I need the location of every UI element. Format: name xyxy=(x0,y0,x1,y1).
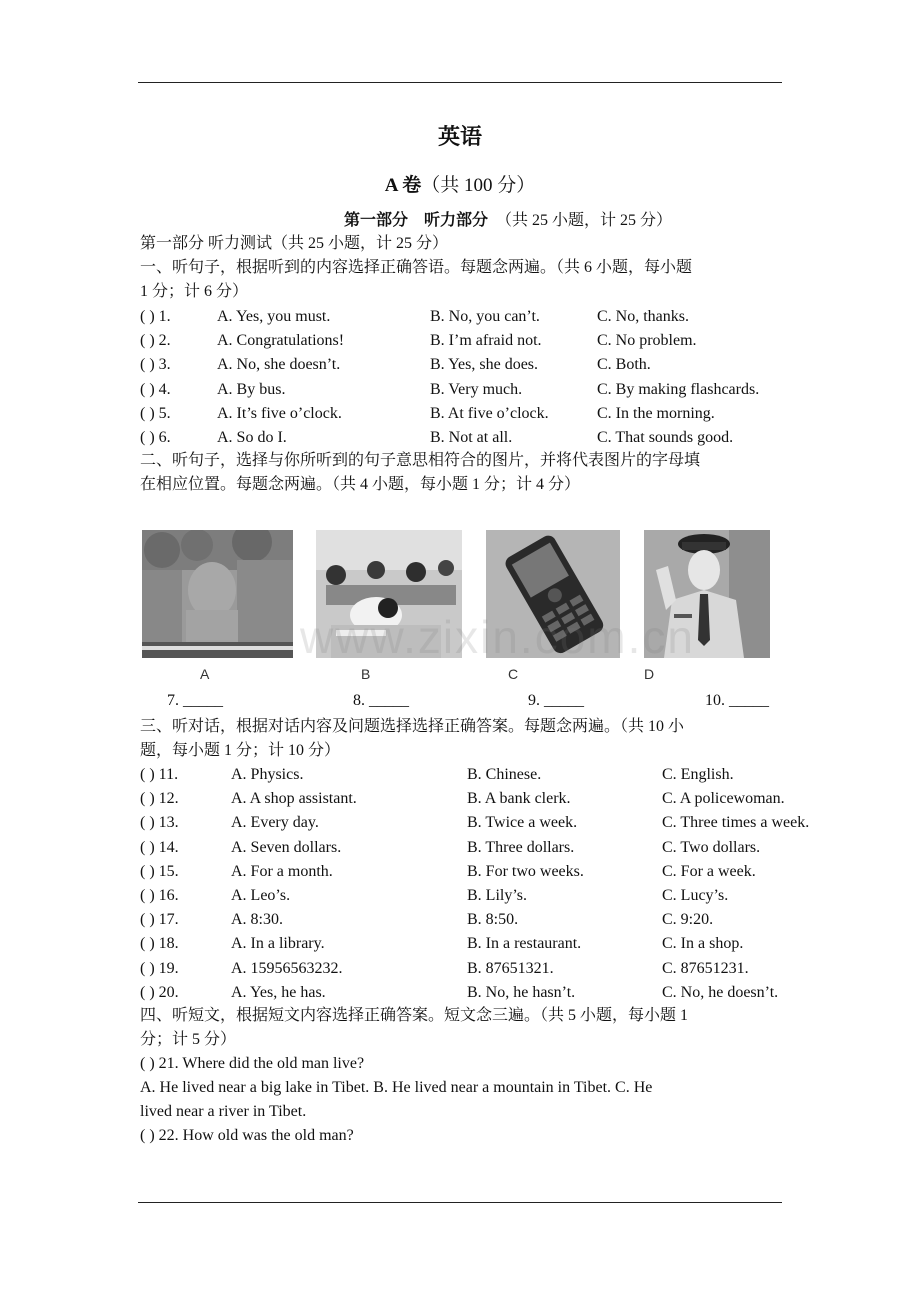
question-row xyxy=(140,932,860,956)
question-21: ( ) 21. Where did the old man live? xyxy=(140,1055,365,1072)
question-number: ( ) 20. xyxy=(140,983,179,1001)
question-number: ( ) 14. xyxy=(140,838,179,856)
option-a: A. For a month. xyxy=(231,862,333,880)
option-a: A. It’s five o’clock. xyxy=(217,404,342,422)
part-one-heading xyxy=(344,207,672,230)
s1-instruction-line2: 1 分；计 6 分） xyxy=(140,283,249,300)
option-a: A. Seven dollars. xyxy=(231,838,342,856)
question-row xyxy=(140,763,860,787)
option-b: B. I’m afraid not. xyxy=(430,332,542,350)
option-a: A. Leo’s. xyxy=(231,887,291,904)
option-b: B. A bank clerk. xyxy=(467,790,571,808)
option-b: B. Three dollars. xyxy=(467,838,575,856)
question-row xyxy=(140,836,860,860)
option-b: B. Chinese. xyxy=(467,766,542,783)
question-row xyxy=(140,981,860,1005)
question-21-options-line1: A. He lived near a big lake in Tibet. B. He lived near a mountain in Tibet. C. He xyxy=(140,1079,653,1096)
option-c: C. For a week. xyxy=(662,862,756,880)
option-c: C. A policewoman. xyxy=(662,790,785,808)
option-b: B. No, he hasn’t. xyxy=(467,983,576,1001)
section-a-points: （共 100 分） xyxy=(421,175,536,196)
picture-c-caption: C xyxy=(508,666,519,682)
option-c: C. 9:20. xyxy=(662,911,714,929)
option-c: C. No, he doesn’t. xyxy=(662,983,779,1001)
s2-instruction-line2: 在相应位置。每题念两遍。（共 4 小题，每小题 1 分；计 4 分） xyxy=(140,476,581,493)
s2-instruction-line1: 二、听句子，选择与你所听到的句子意思相符合的图片，并将代表图片的字母填 xyxy=(140,452,701,469)
option-a: A. 15956563232. xyxy=(231,959,343,977)
option-a: A. No, she doesn’t. xyxy=(217,356,341,374)
question-number: ( ) 11. xyxy=(140,766,179,783)
question-21-options-line2: lived near a river in Tibet. xyxy=(140,1103,307,1120)
s1-instruction-line1: 一、听句子，根据听到的内容选择正确答语。每题念两遍。（共 6 小题，每小题 xyxy=(140,259,693,276)
part-one-points: （共 25 小题，计 25 分） xyxy=(496,212,673,229)
option-c: C. Both. xyxy=(597,356,651,374)
question-number: ( ) 2. xyxy=(140,332,171,350)
answer-blank-8[interactable]: 8. _____ xyxy=(353,692,409,709)
section-a-label: A 卷 xyxy=(384,175,422,196)
section-a-title xyxy=(0,170,920,197)
answer-blank-7[interactable]: 7. _____ xyxy=(167,692,223,709)
option-c: C. No problem. xyxy=(597,332,697,350)
option-b: B. 8:50. xyxy=(467,911,519,929)
question-row xyxy=(140,402,860,426)
option-a: A. By bus. xyxy=(217,380,286,398)
question-row xyxy=(140,329,860,353)
s3-instruction-line1: 三、听对话，根据对话内容及问题选择选择正确答案。每题念两遍。（共 10 小 xyxy=(140,718,685,735)
s3-instruction-line2: 题，每小题 1 分；计 10 分） xyxy=(140,742,341,759)
question-row xyxy=(140,353,860,377)
page-title: 英语 xyxy=(437,124,482,149)
option-a: A. Congratulations! xyxy=(217,332,345,350)
option-b: B. For two weeks. xyxy=(467,862,584,880)
question-number: ( ) 6. xyxy=(140,429,171,446)
option-a: A. Physics. xyxy=(231,766,304,783)
listening-intro: 第一部分 听力测试（共 25 小题，计 25 分） xyxy=(140,235,449,252)
option-c: C. 87651231. xyxy=(662,959,749,977)
picture-a-caption: A xyxy=(200,666,210,682)
option-c: C. Three times a week. xyxy=(662,814,810,832)
question-row xyxy=(140,305,860,329)
option-b: B. In a restaurant. xyxy=(467,935,582,953)
question-row xyxy=(140,860,860,884)
option-b: B. Lily’s. xyxy=(467,887,528,904)
answer-blank-10[interactable]: 10. _____ xyxy=(705,692,769,709)
question-row xyxy=(140,378,860,402)
answer-blank-9[interactable]: 9. _____ xyxy=(528,692,584,709)
question-number: ( ) 13. xyxy=(140,814,179,832)
question-number: ( ) 3. xyxy=(140,356,171,374)
question-number: ( ) 15. xyxy=(140,862,179,880)
question-row xyxy=(140,811,860,835)
option-c: C. That sounds good. xyxy=(597,429,734,446)
option-b: B. Very much. xyxy=(430,380,523,398)
question-row xyxy=(140,787,860,811)
picture-a-giant-buddha xyxy=(142,530,293,658)
option-c: C. No, thanks. xyxy=(597,308,689,325)
option-b: B. 87651321. xyxy=(467,959,554,977)
option-a: A. So do I. xyxy=(217,429,287,446)
option-b: B. Yes, she does. xyxy=(430,356,539,374)
picture-b-caption: B xyxy=(361,666,371,682)
part-one-label: 第一部分 听力部分 xyxy=(344,212,489,229)
question-row xyxy=(140,908,860,932)
question-number: ( ) 18. xyxy=(140,935,179,953)
option-a: A. Yes, you must. xyxy=(217,308,331,325)
question-number: ( ) 19. xyxy=(140,959,179,977)
option-c: C. Two dollars. xyxy=(662,838,761,856)
question-row xyxy=(140,426,860,450)
option-c: C. Lucy’s. xyxy=(662,887,729,904)
option-b: B. Not at all. xyxy=(430,429,513,446)
option-b: B. At five o’clock. xyxy=(430,404,549,422)
question-number: ( ) 12. xyxy=(140,790,179,808)
option-a: A. In a library. xyxy=(231,935,325,953)
option-c: C. In a shop. xyxy=(662,935,744,953)
question-row xyxy=(140,957,860,981)
question-number: ( ) 1. xyxy=(140,308,171,325)
option-a: A. A shop assistant. xyxy=(231,790,357,808)
picture-d-caption: D xyxy=(644,666,655,682)
option-a: A. Yes, he has. xyxy=(231,983,326,1001)
option-c: C. English. xyxy=(662,766,734,783)
question-22: ( ) 22. How old was the old man? xyxy=(140,1127,354,1144)
option-b: B. Twice a week. xyxy=(467,814,578,832)
top-rule xyxy=(138,82,782,83)
option-a: A. Every day. xyxy=(231,814,319,832)
option-c: C. By making flashcards. xyxy=(597,380,760,398)
s4-instruction-line1: 四、听短文，根据短文内容选择正确答案。短文念三遍。（共 5 小题，每小题 1 xyxy=(140,1007,689,1024)
option-c: C. In the morning. xyxy=(597,404,715,422)
question-number: ( ) 17. xyxy=(140,911,179,929)
question-number: ( ) 4. xyxy=(140,380,171,398)
question-number: ( ) 5. xyxy=(140,404,171,422)
s4-instruction-line2: 分；计 5 分） xyxy=(140,1031,237,1048)
option-b: B. No, you can’t. xyxy=(430,308,540,325)
question-number: ( ) 16. xyxy=(140,887,179,904)
option-a: A. 8:30. xyxy=(231,911,283,929)
question-row xyxy=(140,884,860,908)
watermark: www.zixin.com.cn xyxy=(300,611,695,663)
bottom-rule xyxy=(138,1202,782,1203)
